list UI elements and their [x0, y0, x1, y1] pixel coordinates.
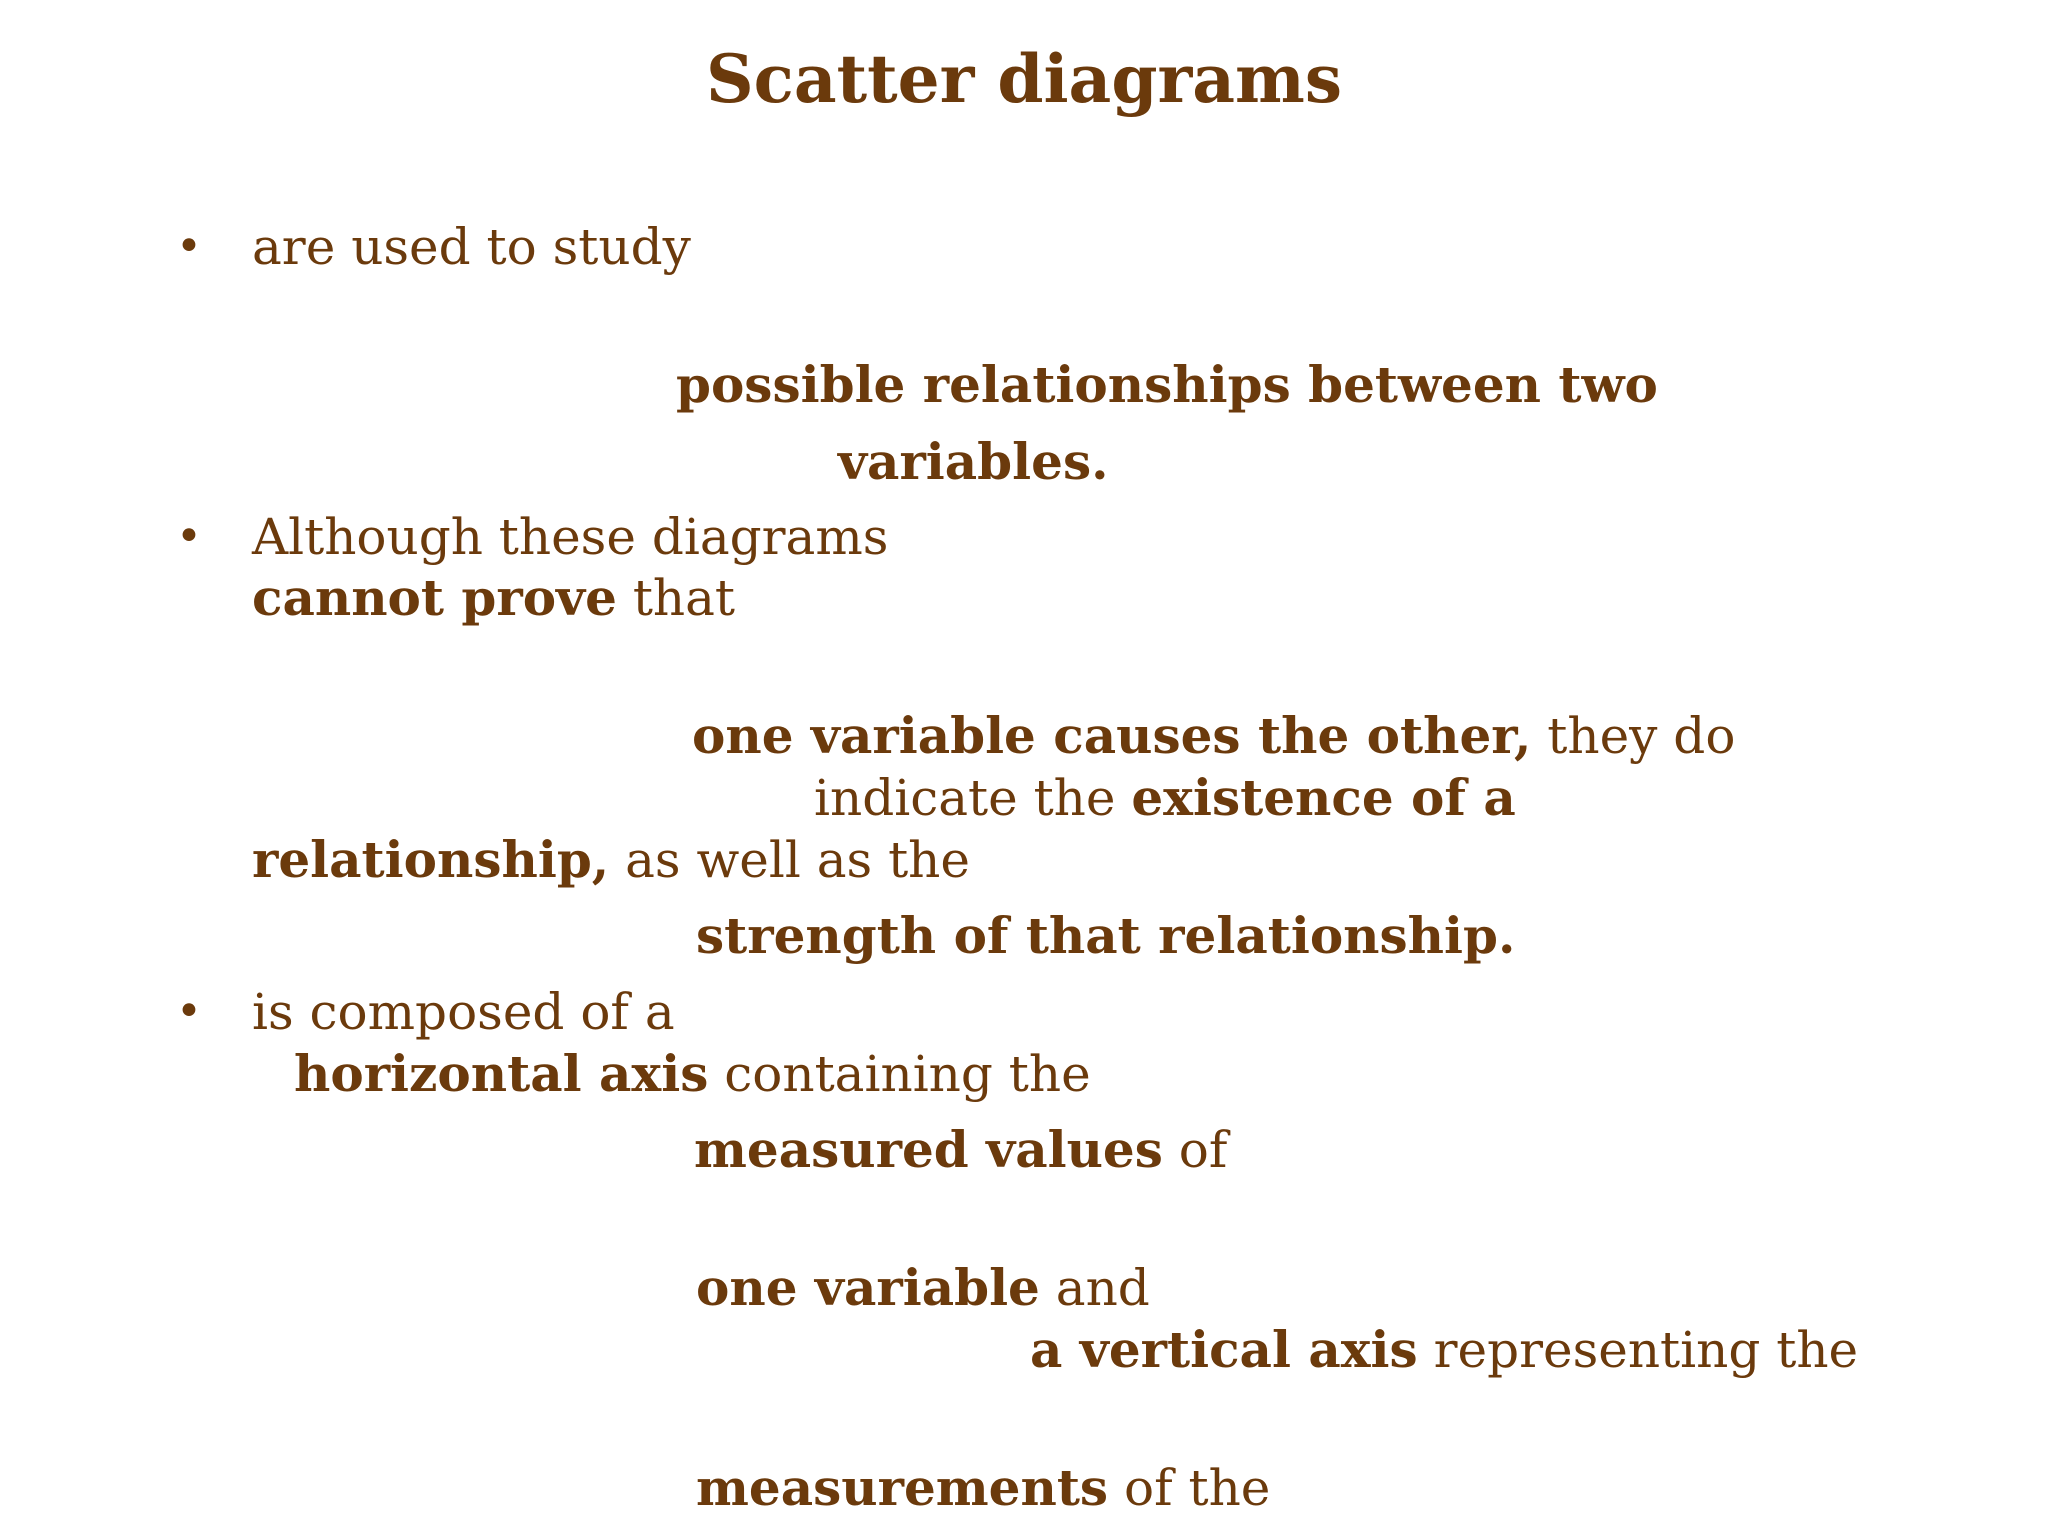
bullet3-line6: measurements of the: [696, 1458, 1271, 1517]
bullet2-line4: indicate the existence of a: [814, 768, 1516, 827]
bullet1-line1: are used to study: [252, 218, 691, 276]
bullet1-line2: possible relationships between two: [676, 355, 1658, 414]
bullet2-line2: cannot prove that: [252, 568, 736, 627]
bullet2-line1: Although these diagrams: [252, 508, 889, 566]
bullet3-line5: a vertical axis representing the: [1030, 1320, 1859, 1379]
bullet3-line1: is composed of a: [252, 983, 675, 1041]
bullet1-line3: variables.: [838, 432, 1109, 491]
bullet2-line6: strength of that relationship.: [696, 906, 1516, 965]
bullet2-line5: relationship, as well as the: [252, 830, 970, 889]
bullet3-line4: one variable and: [696, 1258, 1150, 1317]
bullet-marker-1: •: [176, 221, 202, 272]
bullet2-line3: one variable causes the other, they do: [692, 706, 1736, 765]
bullet-marker-3: •: [176, 986, 202, 1037]
bullet3-line2: horizontal axis containing the: [294, 1044, 1091, 1103]
slide-title: Scatter diagrams: [706, 40, 1342, 118]
bullet3-line3: measured values of: [694, 1120, 1228, 1179]
bullet-marker-2: •: [176, 511, 202, 562]
